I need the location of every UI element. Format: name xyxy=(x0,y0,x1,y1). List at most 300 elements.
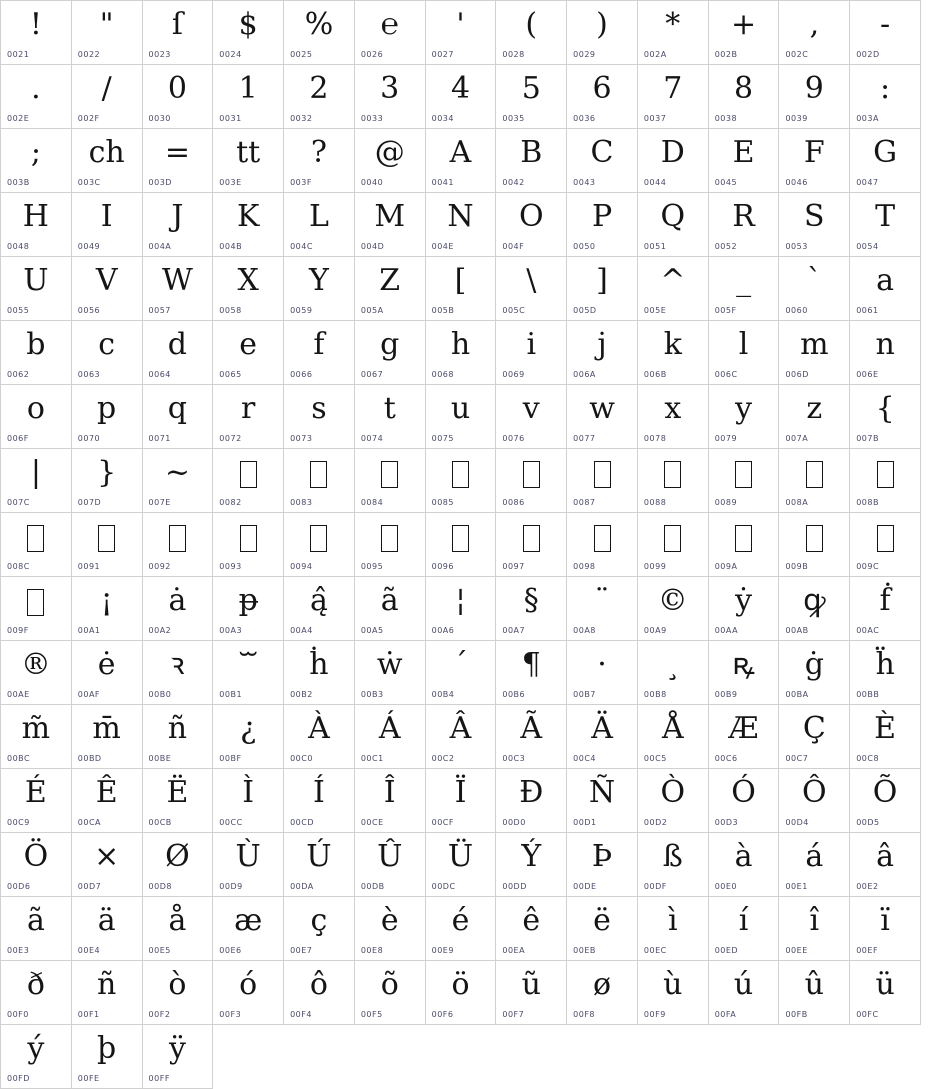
glyph-cell[interactable] xyxy=(850,961,921,1025)
glyph-cell[interactable] xyxy=(496,193,567,257)
glyph-cell[interactable] xyxy=(638,449,709,513)
glyph-cell[interactable] xyxy=(143,705,214,769)
glyph-cell[interactable] xyxy=(284,833,355,897)
glyph-cell[interactable] xyxy=(213,65,284,129)
glyph-character: ' xyxy=(456,7,465,42)
glyph-codepoint: 00F1 xyxy=(77,1010,100,1019)
glyph-codepoint: 0042 xyxy=(502,178,525,187)
glyph-character: 7 xyxy=(663,71,683,106)
glyph-character: l xyxy=(738,327,749,362)
glyph-codepoint: 00A9 xyxy=(643,626,667,635)
glyph-cell[interactable] xyxy=(284,769,355,833)
glyph-cell[interactable] xyxy=(850,257,921,321)
glyph-cell[interactable] xyxy=(72,641,143,705)
glyph-cell[interactable] xyxy=(709,193,780,257)
glyph-cell[interactable] xyxy=(72,449,143,513)
glyph-cell[interactable] xyxy=(779,705,850,769)
glyph-cell[interactable] xyxy=(850,321,921,385)
glyph-cell[interactable] xyxy=(355,385,426,449)
glyph-cell[interactable] xyxy=(143,449,214,513)
glyph-cell[interactable] xyxy=(143,897,214,961)
glyph-cell[interactable] xyxy=(850,705,921,769)
glyph-cell[interactable] xyxy=(143,577,214,641)
glyph-cell[interactable] xyxy=(496,321,567,385)
glyph-cell[interactable] xyxy=(638,641,709,705)
glyph-cell[interactable] xyxy=(496,705,567,769)
glyph-cell[interactable] xyxy=(1,129,72,193)
glyph-cell[interactable] xyxy=(496,1,567,65)
glyph-cell[interactable] xyxy=(496,257,567,321)
glyph-codepoint: 0041 xyxy=(431,178,454,187)
glyph-character: ą̂ xyxy=(310,583,328,618)
glyph-character: G xyxy=(873,135,898,170)
glyph-codepoint: 00A8 xyxy=(573,626,596,635)
glyph-cell[interactable] xyxy=(1,193,72,257)
glyph-cell[interactable] xyxy=(779,961,850,1025)
glyph-codepoint: 0098 xyxy=(573,562,596,571)
glyph-character: ḟ xyxy=(879,583,891,618)
glyph-character: _ xyxy=(736,263,752,298)
glyph-cell[interactable] xyxy=(143,769,214,833)
glyph-cell[interactable] xyxy=(426,193,497,257)
glyph-cell[interactable] xyxy=(779,641,850,705)
glyph-cell[interactable] xyxy=(567,385,638,449)
glyph-cell[interactable] xyxy=(143,257,214,321)
glyph-cell[interactable] xyxy=(638,129,709,193)
glyph-cell[interactable] xyxy=(72,385,143,449)
glyph-cell[interactable] xyxy=(1,641,72,705)
glyph-character: ñ xyxy=(96,967,117,1002)
notdef-box-icon xyxy=(284,451,354,495)
glyph-character: 1 xyxy=(238,71,258,106)
glyph-cell[interactable] xyxy=(850,129,921,193)
glyph-cell[interactable] xyxy=(779,65,850,129)
glyph-cell[interactable] xyxy=(426,385,497,449)
glyph-cell[interactable] xyxy=(284,385,355,449)
glyph-cell[interactable] xyxy=(638,65,709,129)
glyph-codepoint: 00D9 xyxy=(219,882,243,891)
glyph-codepoint: 006D xyxy=(785,370,809,379)
glyph-codepoint: 005A xyxy=(360,306,384,315)
glyph-cell[interactable] xyxy=(496,961,567,1025)
notdef-box-icon xyxy=(523,461,540,488)
glyph-cell[interactable] xyxy=(284,449,355,513)
glyph-cell[interactable] xyxy=(567,129,638,193)
glyph-cell[interactable] xyxy=(284,65,355,129)
glyph-cell[interactable] xyxy=(779,193,850,257)
notdef-box-icon xyxy=(709,451,779,495)
glyph-cell[interactable] xyxy=(496,641,567,705)
glyph-cell[interactable] xyxy=(638,1,709,65)
glyph-cell[interactable] xyxy=(850,193,921,257)
glyph-cell[interactable] xyxy=(72,1,143,65)
glyph-cell[interactable] xyxy=(567,513,638,577)
glyph-cell[interactable] xyxy=(284,129,355,193)
glyph-cell[interactable] xyxy=(1,1,72,65)
glyph-cell[interactable] xyxy=(72,577,143,641)
glyph-codepoint: 0025 xyxy=(290,50,313,59)
glyph-cell[interactable] xyxy=(426,257,497,321)
glyph-character: É xyxy=(24,775,47,810)
glyph-cell[interactable] xyxy=(213,385,284,449)
glyph-cell[interactable] xyxy=(355,897,426,961)
glyph-cell[interactable] xyxy=(496,513,567,577)
glyph-cell[interactable] xyxy=(426,577,497,641)
glyph-codepoint: 00E4 xyxy=(77,946,101,955)
glyph-cell[interactable] xyxy=(567,961,638,1025)
glyph-codepoint: 00E0 xyxy=(714,882,738,891)
glyph-cell[interactable] xyxy=(496,65,567,129)
glyph-codepoint: 00FD xyxy=(7,1074,30,1083)
glyph-cell[interactable] xyxy=(72,897,143,961)
notdef-box-icon xyxy=(240,461,257,488)
glyph-cell[interactable] xyxy=(850,65,921,129)
glyph-cell[interactable] xyxy=(638,769,709,833)
glyph-character: . xyxy=(31,71,41,106)
glyph-cell[interactable] xyxy=(72,513,143,577)
glyph-codepoint: 006A xyxy=(573,370,596,379)
glyph-character: ù xyxy=(663,967,683,1002)
glyph-character: N xyxy=(447,199,474,234)
glyph-cell[interactable] xyxy=(779,513,850,577)
glyph-character: Ä xyxy=(591,711,613,746)
glyph-cell[interactable] xyxy=(213,513,284,577)
glyph-character: Z xyxy=(379,263,401,298)
glyph-cell[interactable] xyxy=(284,257,355,321)
glyph-cell[interactable] xyxy=(1,449,72,513)
glyph-cell[interactable] xyxy=(284,641,355,705)
glyph-cell[interactable] xyxy=(72,1025,143,1089)
glyph-cell[interactable] xyxy=(213,577,284,641)
glyph-cell[interactable] xyxy=(143,321,214,385)
glyph-cell[interactable] xyxy=(779,449,850,513)
glyph-cell[interactable] xyxy=(709,833,780,897)
glyph-character: ¡ xyxy=(100,583,113,618)
glyph-cell[interactable] xyxy=(567,897,638,961)
glyph-cell[interactable] xyxy=(284,705,355,769)
glyph-cell[interactable] xyxy=(72,321,143,385)
glyph-cell[interactable] xyxy=(567,257,638,321)
glyph-cell[interactable] xyxy=(709,321,780,385)
glyph-cell[interactable] xyxy=(426,129,497,193)
glyph-character: ë xyxy=(593,903,611,938)
glyph-character: y xyxy=(735,391,753,426)
glyph-cell[interactable] xyxy=(1,321,72,385)
glyph-cell[interactable] xyxy=(709,65,780,129)
glyph-codepoint: 0084 xyxy=(360,498,384,507)
glyph-cell[interactable] xyxy=(567,641,638,705)
glyph-cell[interactable] xyxy=(567,705,638,769)
glyph-cell[interactable] xyxy=(72,257,143,321)
glyph-cell[interactable] xyxy=(709,961,780,1025)
glyph-cell[interactable] xyxy=(426,513,497,577)
glyph-cell[interactable] xyxy=(143,65,214,129)
glyph-cell[interactable] xyxy=(779,769,850,833)
glyph-cell[interactable] xyxy=(143,385,214,449)
glyph-character: ¶ xyxy=(521,647,541,682)
glyph-character: X xyxy=(237,263,259,298)
glyph-codepoint: 0045 xyxy=(714,178,738,187)
glyph-cell[interactable] xyxy=(355,257,426,321)
glyph-codepoint: 00C7 xyxy=(785,754,809,763)
glyph-cell[interactable] xyxy=(1,705,72,769)
glyph-cell[interactable] xyxy=(709,513,780,577)
glyph-cell[interactable] xyxy=(284,321,355,385)
glyph-cell[interactable] xyxy=(72,833,143,897)
glyph-character: d xyxy=(167,327,188,362)
glyph-cell[interactable] xyxy=(213,705,284,769)
glyph-cell[interactable] xyxy=(567,1,638,65)
glyph-codepoint: 00CE xyxy=(360,818,384,827)
glyph-cell[interactable] xyxy=(426,961,497,1025)
glyph-cell[interactable] xyxy=(355,769,426,833)
glyph-cell[interactable] xyxy=(355,833,426,897)
glyph-cell[interactable] xyxy=(638,897,709,961)
glyph-codepoint: 0089 xyxy=(714,498,738,507)
glyph-character: x xyxy=(664,391,682,426)
glyph-codepoint: 00DD xyxy=(502,882,527,891)
glyph-codepoint: 0086 xyxy=(502,498,525,507)
glyph-cell[interactable] xyxy=(426,833,497,897)
glyph-cell[interactable] xyxy=(213,641,284,705)
glyph-codepoint: 00A6 xyxy=(431,626,455,635)
glyph-character: ó xyxy=(239,967,258,1002)
glyph-codepoint: 0023 xyxy=(148,50,171,59)
glyph-cell[interactable] xyxy=(638,513,709,577)
glyph-cell[interactable] xyxy=(567,193,638,257)
glyph-cell[interactable] xyxy=(355,65,426,129)
glyph-cell[interactable] xyxy=(355,513,426,577)
glyph-cell[interactable] xyxy=(72,193,143,257)
glyph-cell[interactable] xyxy=(567,321,638,385)
glyph-cell[interactable] xyxy=(709,577,780,641)
glyph-character: Å xyxy=(661,711,684,746)
glyph-character: m xyxy=(800,327,829,362)
glyph-cell[interactable] xyxy=(213,193,284,257)
glyph-cell[interactable] xyxy=(284,961,355,1025)
glyph-cell[interactable] xyxy=(355,705,426,769)
glyph-cell[interactable] xyxy=(1,961,72,1025)
glyph-cell[interactable] xyxy=(638,321,709,385)
glyph-cell[interactable] xyxy=(779,385,850,449)
glyph-cell[interactable] xyxy=(1,769,72,833)
glyph-codepoint: 0077 xyxy=(573,434,596,443)
glyph-character: Ì xyxy=(242,775,255,810)
glyph-codepoint: 0024 xyxy=(219,50,242,59)
glyph-cell[interactable] xyxy=(850,449,921,513)
glyph-cell[interactable] xyxy=(143,193,214,257)
glyph-codepoint: 004F xyxy=(502,242,525,251)
glyph-cell[interactable] xyxy=(567,449,638,513)
glyph-cell[interactable] xyxy=(638,833,709,897)
glyph-codepoint: 0049 xyxy=(77,242,101,251)
glyph-cell[interactable] xyxy=(284,897,355,961)
glyph-cell[interactable] xyxy=(426,449,497,513)
glyph-cell[interactable] xyxy=(284,513,355,577)
glyph-cell[interactable] xyxy=(72,769,143,833)
glyph-cell[interactable] xyxy=(355,961,426,1025)
glyph-cell[interactable] xyxy=(496,449,567,513)
glyph-character: ch xyxy=(88,135,125,170)
glyph-cell[interactable] xyxy=(143,1025,214,1089)
glyph-cell[interactable] xyxy=(638,577,709,641)
glyph-cell[interactable] xyxy=(426,641,497,705)
glyph-cell[interactable] xyxy=(850,833,921,897)
glyph-cell[interactable] xyxy=(638,385,709,449)
glyph-cell[interactable] xyxy=(72,705,143,769)
glyph-cell[interactable] xyxy=(72,65,143,129)
glyph-cell[interactable] xyxy=(1,513,72,577)
glyph-codepoint: 0040 xyxy=(360,178,384,187)
glyph-character: t xyxy=(383,391,396,426)
glyph-cell[interactable] xyxy=(638,193,709,257)
glyph-cell[interactable] xyxy=(779,257,850,321)
glyph-cell[interactable] xyxy=(1,833,72,897)
glyph-cell[interactable] xyxy=(143,1,214,65)
glyph-codepoint: 007B xyxy=(856,434,879,443)
glyph-character: ¦ xyxy=(455,583,466,618)
glyph-cell[interactable] xyxy=(638,961,709,1025)
glyph-codepoint: 00DA xyxy=(290,882,314,891)
glyph-cell[interactable] xyxy=(1,897,72,961)
glyph-cell[interactable] xyxy=(355,449,426,513)
glyph-cell[interactable] xyxy=(213,257,284,321)
glyph-codepoint: 00FE xyxy=(77,1074,100,1083)
glyph-codepoint: 0056 xyxy=(77,306,101,315)
glyph-cell[interactable] xyxy=(213,449,284,513)
glyph-cell[interactable] xyxy=(779,577,850,641)
glyph-cell[interactable] xyxy=(355,129,426,193)
glyph-cell[interactable] xyxy=(355,193,426,257)
glyph-codepoint: 00D3 xyxy=(714,818,739,827)
glyph-cell[interactable] xyxy=(284,1,355,65)
glyph-cell[interactable] xyxy=(1,577,72,641)
glyph-cell[interactable] xyxy=(779,897,850,961)
glyph-codepoint: 002B xyxy=(714,50,738,59)
glyph-cell[interactable] xyxy=(496,577,567,641)
glyph-character: ÿ xyxy=(168,1031,186,1066)
glyph-cell[interactable] xyxy=(850,641,921,705)
glyph-cell[interactable] xyxy=(284,193,355,257)
glyph-cell[interactable] xyxy=(1,1025,72,1089)
glyph-cell[interactable] xyxy=(850,513,921,577)
glyph-codepoint: 008C xyxy=(7,562,30,571)
glyph-cell[interactable] xyxy=(779,321,850,385)
glyph-codepoint: 0032 xyxy=(290,114,313,123)
glyph-codepoint: 0031 xyxy=(219,114,242,123)
glyph-cell[interactable] xyxy=(143,641,214,705)
glyph-character: ø xyxy=(593,967,612,1002)
glyph-cell[interactable] xyxy=(850,577,921,641)
glyph-cell[interactable] xyxy=(709,385,780,449)
glyph-codepoint: 00C2 xyxy=(431,754,455,763)
glyph-cell[interactable] xyxy=(850,1,921,65)
glyph-codepoint: 00F6 xyxy=(431,1010,454,1019)
glyph-codepoint: 003F xyxy=(290,178,312,187)
glyph-cell[interactable] xyxy=(72,961,143,1025)
glyph-cell[interactable] xyxy=(1,257,72,321)
glyph-cell[interactable] xyxy=(638,257,709,321)
glyph-character: j xyxy=(597,327,607,362)
glyph-cell[interactable] xyxy=(709,449,780,513)
glyph-codepoint: 0036 xyxy=(573,114,596,123)
glyph-cell[interactable] xyxy=(355,641,426,705)
glyph-codepoint: 00B0 xyxy=(148,690,172,699)
glyph-cell[interactable] xyxy=(143,961,214,1025)
glyph-cell[interactable] xyxy=(143,129,214,193)
glyph-cell[interactable] xyxy=(213,769,284,833)
glyph-cell[interactable] xyxy=(284,577,355,641)
glyph-cell[interactable] xyxy=(567,65,638,129)
glyph-cell[interactable] xyxy=(567,833,638,897)
glyph-cell[interactable] xyxy=(567,577,638,641)
glyph-character: Ö xyxy=(23,839,49,874)
glyph-cell[interactable] xyxy=(143,833,214,897)
glyph-cell[interactable] xyxy=(779,1,850,65)
glyph-cell[interactable] xyxy=(213,321,284,385)
notdef-box-icon xyxy=(98,525,115,552)
glyph-cell[interactable] xyxy=(709,769,780,833)
glyph-character: c xyxy=(98,327,116,362)
glyph-cell[interactable] xyxy=(1,385,72,449)
glyph-cell[interactable] xyxy=(567,769,638,833)
glyph-cell[interactable] xyxy=(426,65,497,129)
glyph-cell[interactable] xyxy=(213,897,284,961)
glyph-cell[interactable] xyxy=(709,129,780,193)
glyph-character: E xyxy=(732,135,755,170)
glyph-cell[interactable] xyxy=(496,129,567,193)
glyph-cell[interactable] xyxy=(850,769,921,833)
glyph-cell[interactable] xyxy=(709,705,780,769)
glyph-character: k xyxy=(663,327,682,362)
glyph-cell[interactable] xyxy=(496,897,567,961)
glyph-cell[interactable] xyxy=(355,1,426,65)
glyph-cell[interactable] xyxy=(426,769,497,833)
glyph-cell[interactable] xyxy=(426,705,497,769)
glyph-cell[interactable] xyxy=(426,321,497,385)
glyph-cell[interactable] xyxy=(638,705,709,769)
glyph-cell[interactable] xyxy=(709,641,780,705)
glyph-cell[interactable] xyxy=(213,961,284,1025)
glyph-cell[interactable] xyxy=(850,897,921,961)
glyph-cell[interactable] xyxy=(496,769,567,833)
glyph-cell[interactable] xyxy=(213,833,284,897)
glyph-codepoint: 00C9 xyxy=(7,818,30,827)
glyph-cell[interactable] xyxy=(426,897,497,961)
glyph-cell[interactable] xyxy=(496,833,567,897)
glyph-cell[interactable] xyxy=(72,129,143,193)
glyph-codepoint: 0065 xyxy=(219,370,242,379)
glyph-cell[interactable] xyxy=(355,577,426,641)
glyph-cell[interactable] xyxy=(143,513,214,577)
glyph-cell[interactable] xyxy=(709,897,780,961)
glyph-character: @ xyxy=(374,135,405,170)
glyph-cell[interactable] xyxy=(779,129,850,193)
glyph-cell[interactable] xyxy=(1,65,72,129)
glyph-cell[interactable] xyxy=(496,385,567,449)
glyph-cell[interactable] xyxy=(426,1,497,65)
glyph-codepoint: 006F xyxy=(7,434,29,443)
glyph-cell[interactable] xyxy=(709,257,780,321)
glyph-codepoint: 00DE xyxy=(573,882,597,891)
glyph-cell[interactable] xyxy=(850,385,921,449)
glyph-cell[interactable] xyxy=(355,321,426,385)
glyph-codepoint: 00FF xyxy=(148,1074,170,1083)
glyph-cell[interactable] xyxy=(213,1,284,65)
glyph-cell[interactable] xyxy=(779,833,850,897)
glyph-cell[interactable] xyxy=(709,1,780,65)
glyph-cell[interactable] xyxy=(213,129,284,193)
